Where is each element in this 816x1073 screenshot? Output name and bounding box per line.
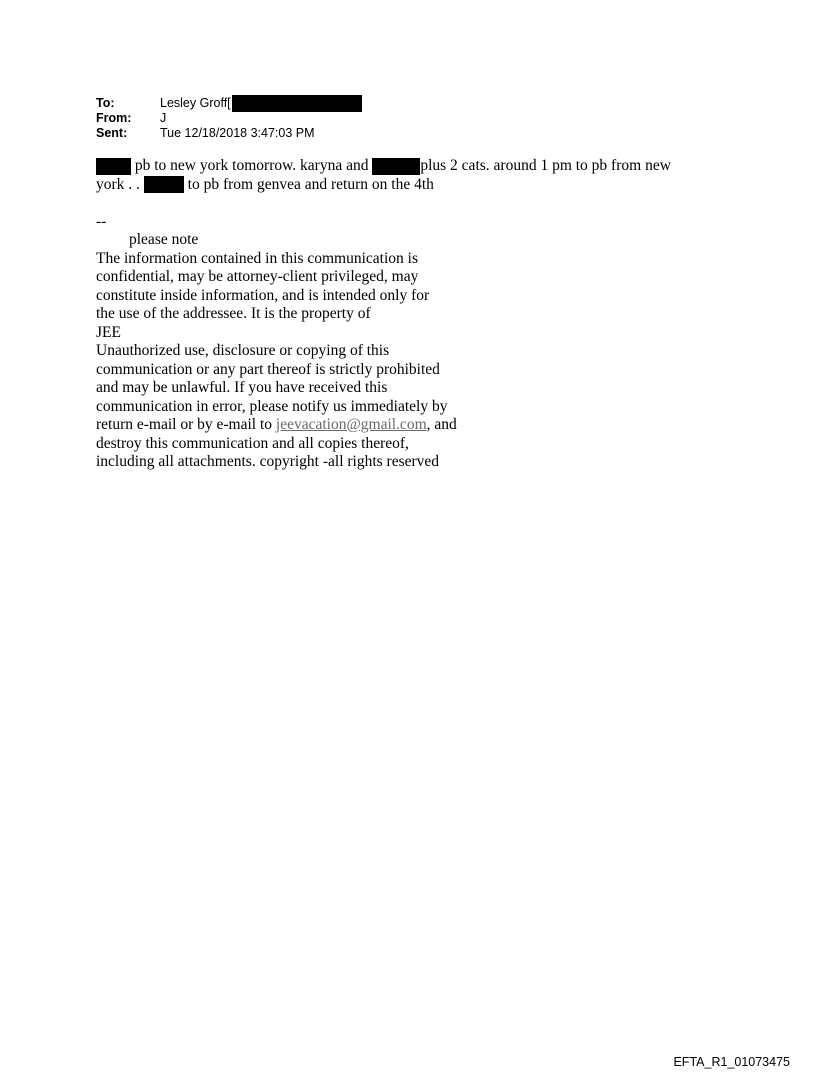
- to-row: [96, 96, 362, 111]
- disclaimer-line: The information contained in this communication is: [96, 249, 418, 267]
- disclaimer-text: return e-mail or by e-mail to: [96, 416, 276, 433]
- message-text: plus 2 cats. around 1 pm to pb from new: [420, 157, 671, 174]
- disclaimer-line: Unauthorized use, disclosure or copying of this: [96, 342, 390, 359]
- disclaimer-line-with-email: [96, 416, 736, 435]
- to-label: To:: [96, 96, 115, 110]
- message-text: pb to new york tomorrow. karyna and: [131, 157, 373, 174]
- disclaimer-line: constitute inside information, and is intended only for: [96, 286, 430, 304]
- disclaimer-line: communication in error, please notify us immediately by: [96, 397, 448, 415]
- message-line-2: [96, 176, 736, 195]
- sent-row: [96, 126, 362, 141]
- to-value: Lesley Groff[: [160, 96, 231, 110]
- from-value: J: [160, 111, 167, 125]
- redaction-box: [96, 158, 131, 175]
- from-row: [96, 111, 362, 126]
- redaction-box: [232, 95, 362, 112]
- disclaimer-text: , and: [426, 416, 457, 433]
- from-label: From:: [96, 111, 132, 125]
- disclaimer-line: JEE: [96, 323, 121, 341]
- message-line-1: [96, 157, 736, 176]
- disclaimer-line: including all attachments. copyright -all rights reserved: [96, 453, 440, 470]
- message-text: york . .: [96, 175, 144, 193]
- sent-value: Tue 12/18/2018 3:47:03 PM: [160, 126, 315, 140]
- disclaimer-line: communication or any part thereof is strictly prohibited: [96, 360, 440, 378]
- email-header: [96, 96, 362, 141]
- email-body: [96, 157, 736, 472]
- email-link[interactable]: jeevacation@gmail.com: [275, 416, 427, 433]
- redaction-box: [144, 176, 184, 193]
- message-text: to pb from genvea and return on the 4th: [183, 175, 434, 193]
- disclaimer-line: destroy this communication and all copies thereof,: [96, 434, 409, 452]
- document-id: EFTA_R1_01073475: [673, 1055, 790, 1069]
- disclaimer-line: the use of the addressee. It is the property of: [96, 305, 371, 322]
- disclaimer-line: and may be unlawful. If you have received this: [96, 379, 388, 396]
- disclaimer: [96, 250, 736, 472]
- sent-label: Sent:: [96, 126, 128, 140]
- disclaimer-line: confidential, may be attorney-client privileged, may: [96, 268, 419, 285]
- redaction-box: [372, 158, 420, 175]
- signature-note: please note: [129, 231, 199, 248]
- signature-dashes: --: [96, 212, 107, 230]
- blank-line: [96, 194, 736, 213]
